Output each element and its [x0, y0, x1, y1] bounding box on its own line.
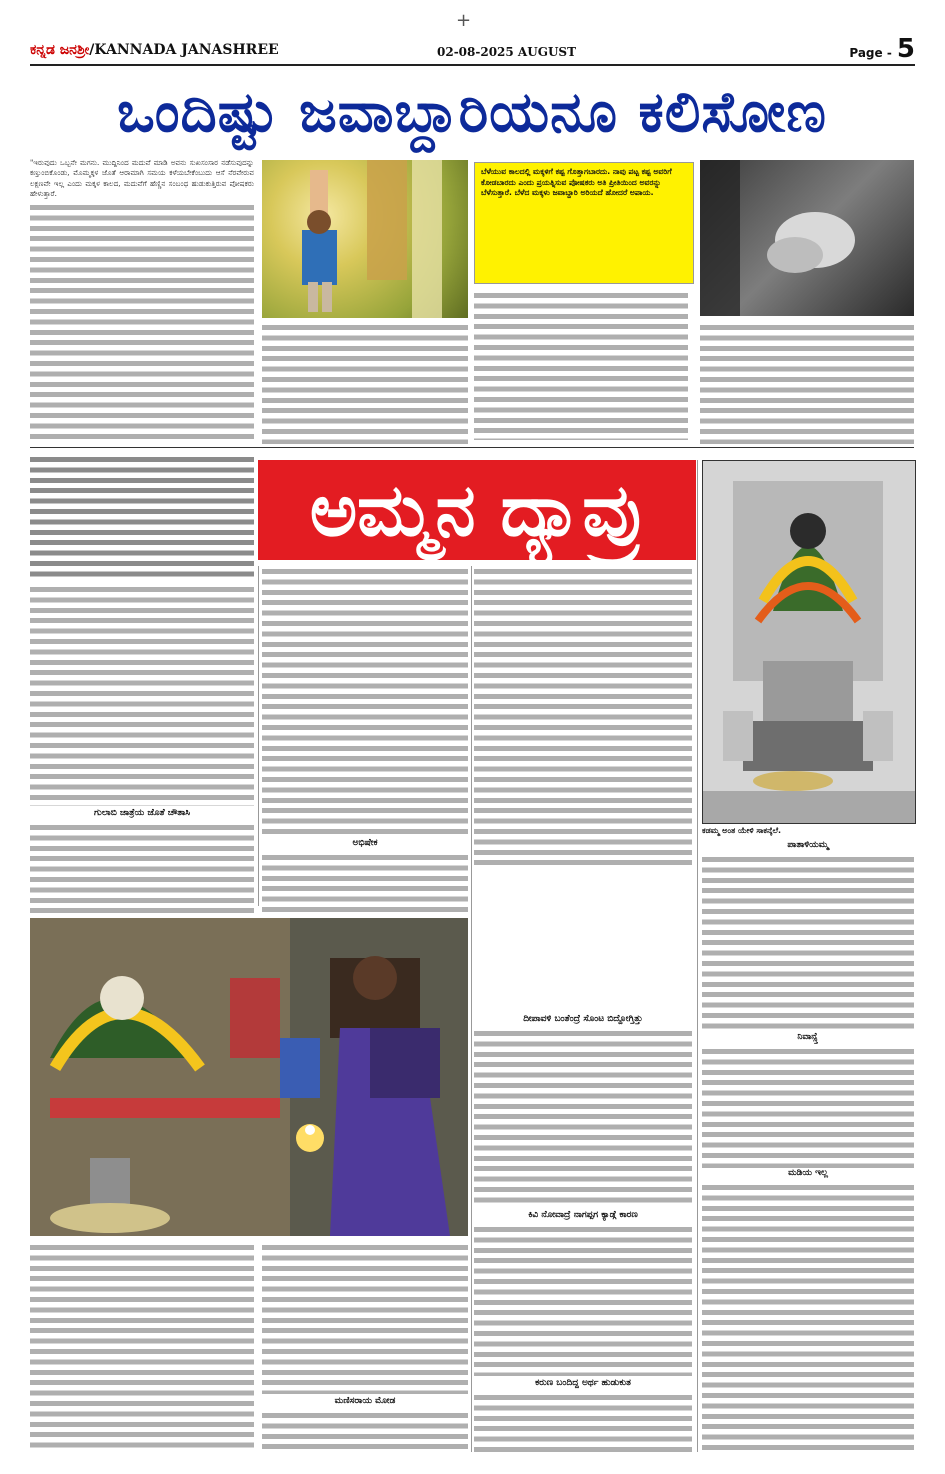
column-rule — [697, 460, 698, 1452]
page-indicator — [849, 34, 915, 64]
article2-column-1 — [30, 584, 254, 806]
logo-separator: / — [89, 42, 95, 58]
subhead-pathaliyamma: ಪಾತಾಳಿಯಮ್ಮ — [787, 840, 829, 850]
page-label: Page - — [849, 46, 892, 60]
subhead-madiya-illa: ಮಡಿಯ ಇಲ್ಲ — [788, 1168, 828, 1178]
masthead — [30, 34, 915, 66]
article2-column-3b — [474, 1028, 692, 1208]
headline-ammana-dyavru: ಅಮ್ಮನ ದ್ಯಾವ್ರು — [258, 460, 696, 560]
subhead-manisaraya: ಮಣಿಸರಾಯ ಮೋಡ — [334, 1396, 396, 1406]
logo-english: KANNADA JANASHREE — [94, 42, 279, 58]
article1-column-2 — [262, 322, 468, 444]
subhead-kivi-novu: ಕಿವಿ ನೋವಾದ್ರೆ ನಾಗಪ್ಪಗ ಕ್ಯಾಡ್ಗೆ ಕಾರಣ — [528, 1210, 638, 1220]
subhead-karuna: ಕರುಣ ಬಂದಿದ್ದ ಅರ್ಥ ಹುಡುಕುತ — [535, 1378, 631, 1388]
article2-column-2d — [262, 1410, 468, 1452]
photo-shrine — [702, 460, 916, 824]
photo-family-walking-art — [262, 160, 468, 318]
article1-column-4 — [700, 322, 914, 444]
logo-kannada: ಕನ್ನಡ ಜನಶ್ರೀ — [30, 42, 90, 58]
article2-column-2 — [262, 566, 468, 834]
subhead-deepavali: ದೀಪಾವಳಿ ಬಂತೆಂದ್ರೆ ಸೊಂಟ ಬಿದ್ದೋಗ್ತಿತ್ತು — [523, 1014, 643, 1024]
photo-woman-aarti — [30, 918, 468, 1236]
photo-woman-aarti-art — [30, 918, 468, 1236]
article2-column-2b — [262, 852, 468, 914]
article2-column-3c — [474, 1224, 692, 1376]
article2-column-2c — [262, 1242, 468, 1394]
article2-column-1c — [30, 1242, 254, 1452]
article2-column-4c — [702, 1182, 914, 1452]
article1-column-3-top — [474, 290, 688, 440]
crop-mark: + — [456, 10, 472, 31]
photo-shrine-art — [703, 461, 915, 823]
column-rule — [471, 566, 472, 1452]
subhead-abhisheka: ಅಭಿಷೇಕ — [352, 838, 378, 848]
issue-date: 02-08-2025 AUGUST — [437, 45, 577, 59]
article2-column-4b — [702, 1046, 914, 1168]
section-divider — [30, 447, 914, 448]
page-number: 5 — [896, 34, 915, 64]
photo-holding-hands — [700, 160, 914, 316]
photo-family-walking — [262, 160, 468, 318]
caption-shrine: ಕಡಮ್ಮ ಅಂತ ಯೇಳಿ ಸಾಕನ್ಕೆಲೆ. — [702, 826, 782, 835]
photo-holding-hands-art — [700, 160, 914, 316]
article2-column-3d — [474, 1392, 692, 1452]
article1-column-1 — [30, 202, 254, 442]
article2-column-1-intro — [30, 454, 254, 580]
highlight-box: ಬೆಳೆಯುವ ಕಾಲದಲ್ಲಿ ಮಕ್ಕಳಿಗೆ ಕಷ್ಟ ಗೊತ್ತಾಗಬಾರದು. ನಾವು ಪಟ್ಟ ಕಷ್ಟ ಅವರಿಗೆ ಕೋಡಬಾರದು ಎಂದು ಪ್ರಯತ್ನಿಸುವ ಪೋಷಕರು ಅತಿ ಪ್ರೀತಿಯಿಂದ ಅವರನ್ನು ಬೆಳೆಸುತ್ತಾರೆ. ಬೆಳೆದ ಮಕ್ಕಳು ಜವಾಬ್ದಾರಿ ಅರಿಯದೆ ಹೋದರೆ ಅಪಾಯ. — [474, 162, 694, 284]
column-rule — [258, 566, 259, 906]
article2-column-1b — [30, 822, 254, 914]
article2-column-4 — [702, 854, 914, 1030]
subhead-nivanstte: ನಿವಾನ್ಸ್ತೆ — [797, 1032, 819, 1042]
logo — [30, 42, 279, 58]
headline-main: ಒಂದಿಷ್ಟು ಜವಾಬ್ದಾರಿಯನೂ ಕಲಿಸೋಣ — [117, 80, 827, 145]
article1-intro: "ಇರುವುದು ಒಬ್ಬನೇ ಮಗನು. ಮುದ್ದಿನಿಂದ ಮದುವೆ ಮಾಡಿ ಅವನು ಸುಖಸಂಸಾರ ನಡೆಸುವುದನ್ನು ಕಣ್ತುಂಬಿಕೊಂಡು, ಮೊಮ್ಮಕ್ಕಳ ಜೊತೆ ಆರಾಮಾಗಿ ಸಮಯ ಕಳೆಯಬೇಕೆಂಬುದು ಆಸೆ ನೆರವೇರುವ ಲಕ್ಷಣವೇ ಇಲ್ಲ ಎಂದು ಮಕ್ಕಳ ಕಾಲದ, ಮದುವೆಗೆ ಹೆಣ್ಣಿನ ಸಂಬಂಧ ಹುಡುಕುತ್ತಿರುವ ಪೋಷಕರು ಹೇಳುತ್ತಾರೆ. — [30, 158, 254, 199]
article2-column-3 — [474, 566, 692, 868]
subhead-gulabi: ಗುಲಾಬಿ ಜಾತ್ರೆಯ ಜೊತೆ ಚೌತಾಸಿ — [93, 808, 191, 818]
